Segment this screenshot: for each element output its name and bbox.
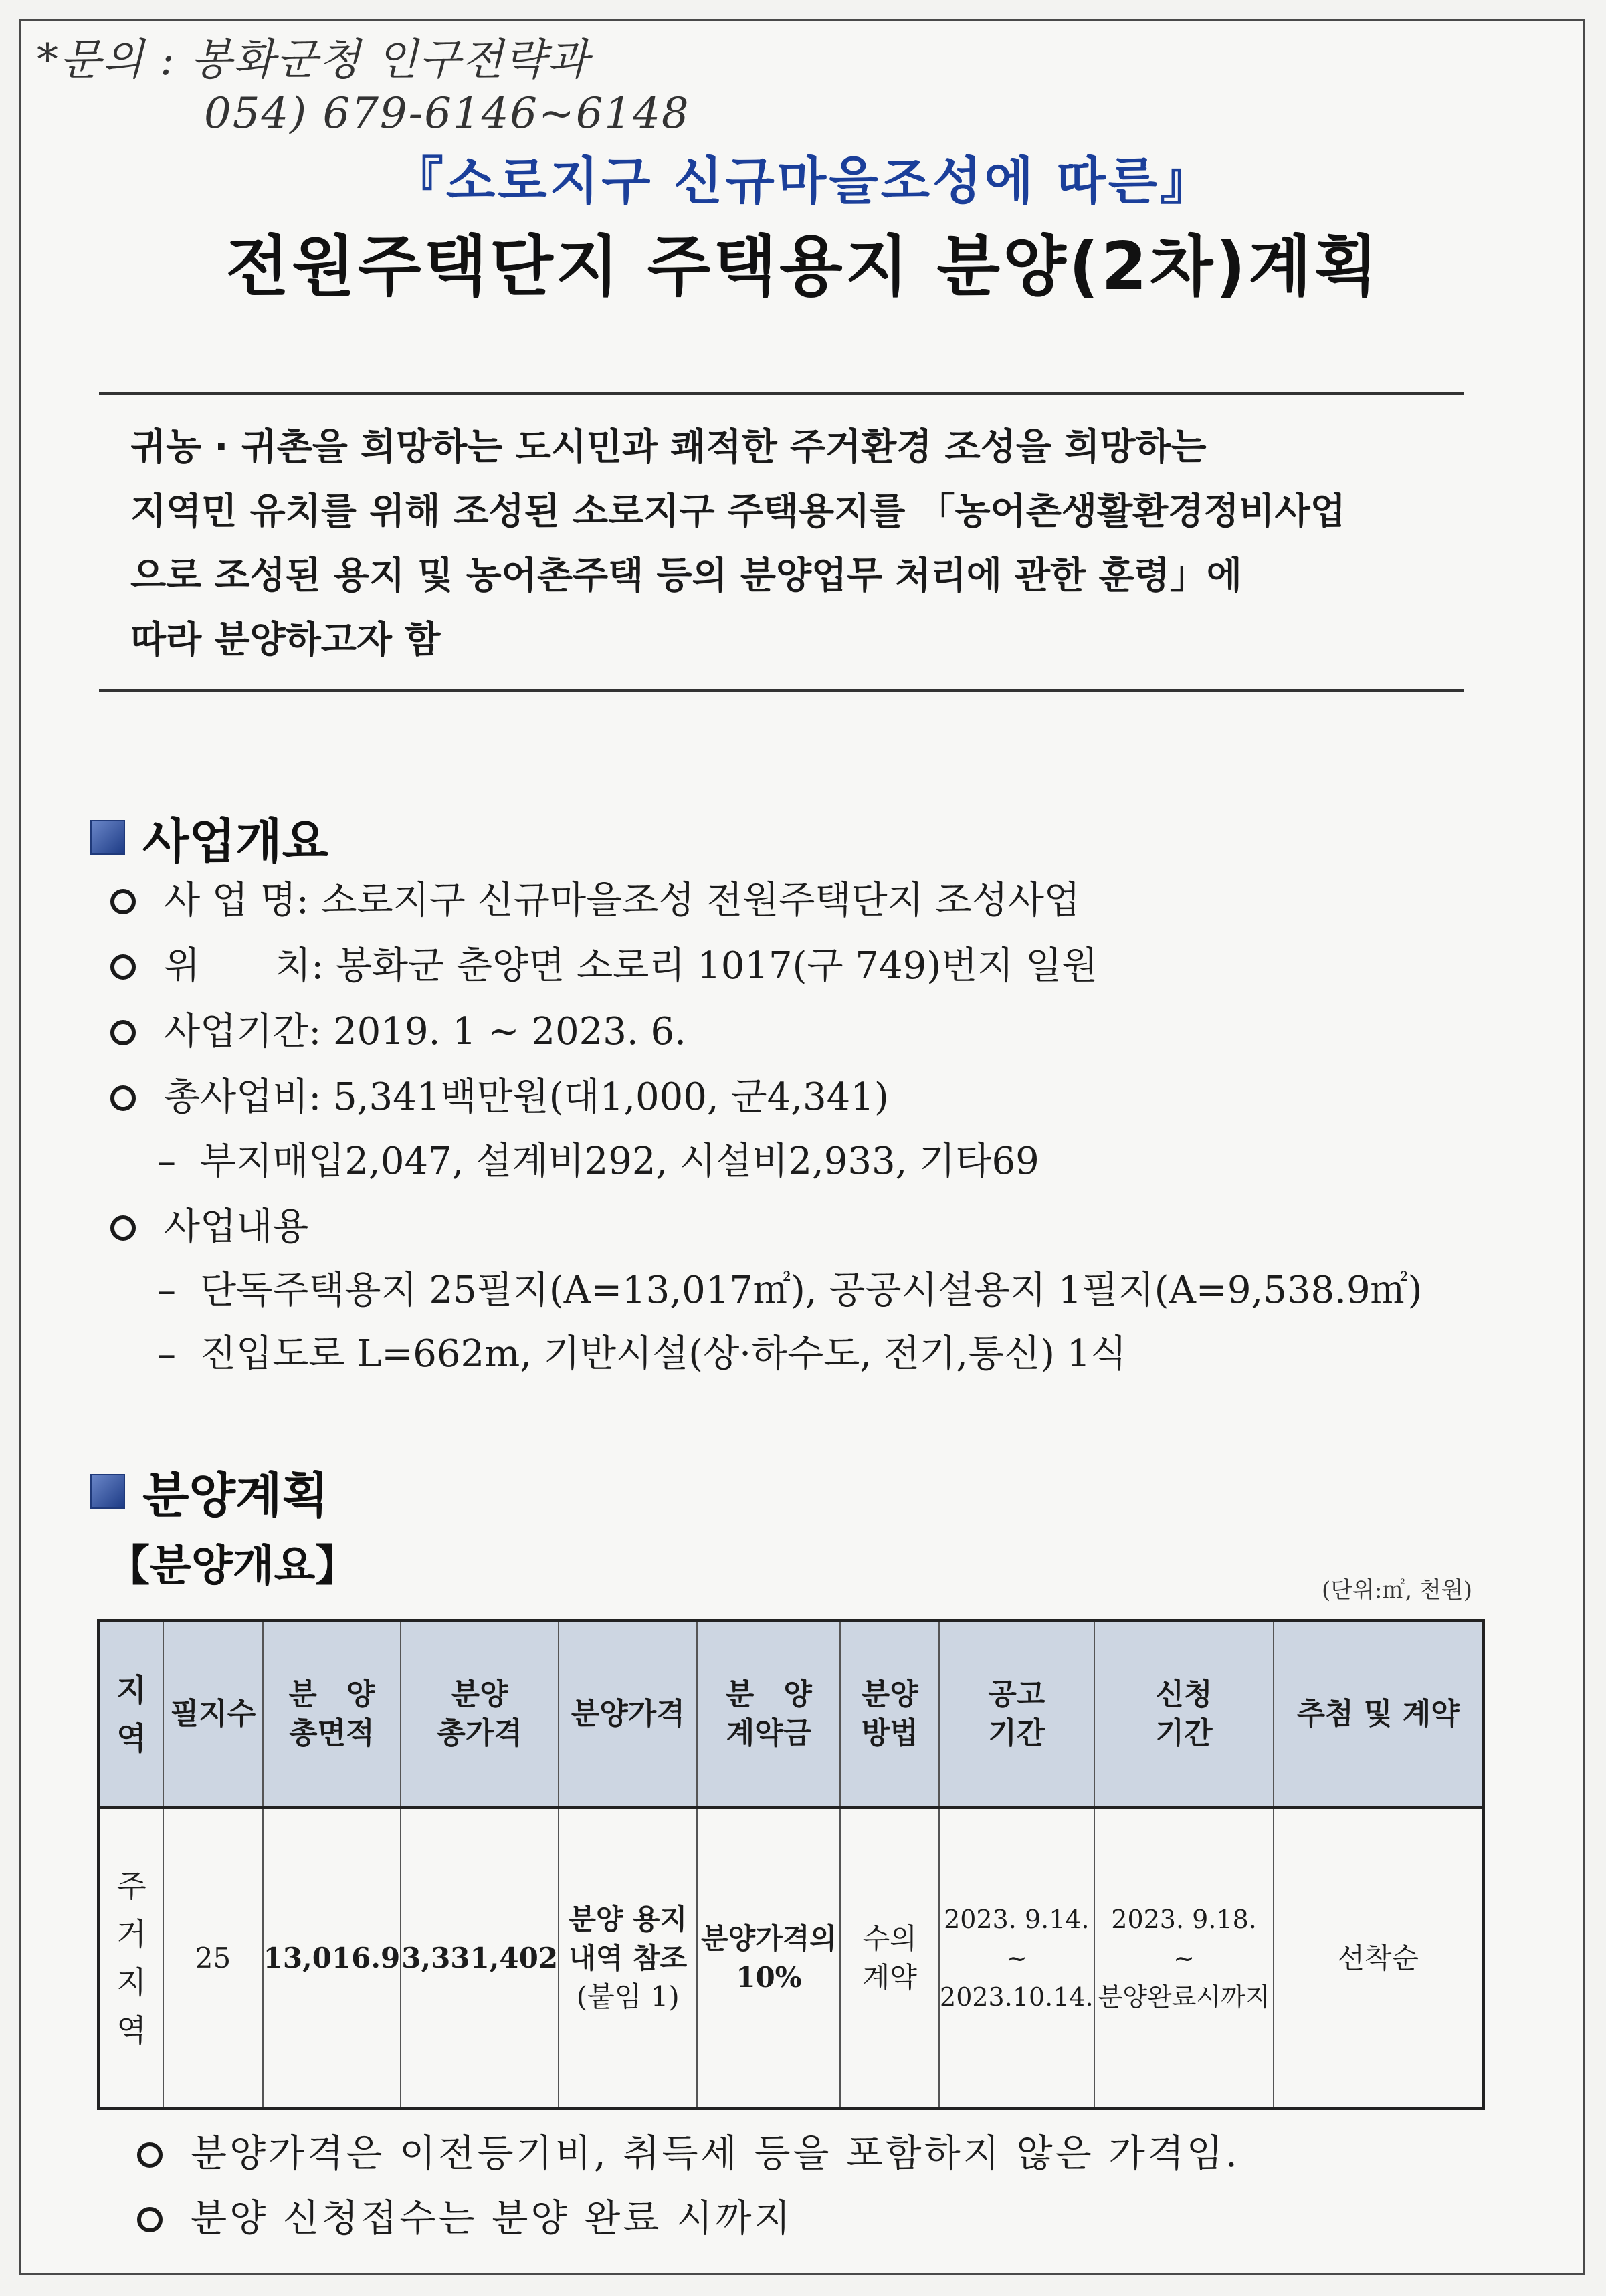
circle-bullet-icon: [137, 2142, 163, 2168]
intro-line: 귀농 · 귀촌을 희망하는 도시민과 쾌적한 주거환경 조성을 희망하는: [130, 425, 1207, 468]
unit-label: (단위:㎡, 천원): [1322, 1577, 1472, 1604]
header-deposit: 분 양 계약금: [697, 1621, 840, 1808]
section-heading-plan: [90, 1457, 328, 1526]
header-price: 분양가격: [559, 1621, 697, 1808]
overview-item-name: [110, 877, 1080, 924]
cell-apply-period: 2023. 9.18. ~ 분양완료시까지: [1094, 1808, 1274, 2109]
circle-bullet-icon: [110, 1215, 136, 1241]
section-heading-text: 분양계획: [142, 1467, 329, 1524]
overview-item-text: 총사업비: 5,341백만원(대1,000, 군4,341): [164, 1075, 889, 1119]
overview-item-location: [110, 943, 1098, 990]
intro-line: 따라 분양하고자 함: [130, 618, 441, 661]
intro-top-rule: [99, 392, 1464, 395]
note-text: 분양 신청접수는 분양 완료 시까지: [191, 2197, 793, 2240]
circle-bullet-icon: [110, 954, 136, 980]
cell-contract: 선착순: [1274, 1808, 1483, 2109]
handwritten-contact-note: [37, 33, 690, 140]
circle-bullet-icon: [137, 2207, 163, 2232]
section-heading-text: 사업개요: [142, 813, 329, 869]
cell-deposit: 분양가격의 10%: [697, 1808, 840, 2109]
overview-subitem-text: 부지매입2,047, 설계비292, 시설비2,933, 기타69: [200, 1140, 1039, 1183]
overview-subitem-text: 단독주택용지 25필지(A=13,017㎡), 공공시설용지 1필지(A=9,538.9㎡): [200, 1269, 1423, 1312]
intro-line: 으로 조성된 용지 및 농어촌주택 등의 분양업무 처리에 관한 훈령」에: [130, 554, 1242, 597]
header-notice-period: 공고 기간: [939, 1621, 1094, 1808]
cell-total-price: 3,331,402: [401, 1808, 559, 2109]
cell-price: 분양 용지 내역 참조 (붙임 1): [559, 1808, 697, 2109]
header-region: 지역: [99, 1621, 164, 1808]
handwritten-phone-line: 054) 679-6146~6148: [204, 89, 690, 138]
note-application: [137, 2196, 793, 2242]
intro-bottom-rule: [99, 689, 1464, 692]
circle-bullet-icon: [110, 889, 136, 914]
overview-item-period: [110, 1009, 686, 1055]
note-text: 분양가격은 이전등기비, 취득세 등을 포함하지 않은 가격임.: [191, 2132, 1240, 2176]
plan-subheading: 【분양개요】: [107, 1542, 359, 1591]
square-bullet-icon: [90, 1474, 125, 1509]
header-area: 분 양 총면적: [263, 1621, 401, 1808]
circle-bullet-icon: [110, 1085, 136, 1111]
circle-bullet-icon: [110, 1020, 136, 1045]
cell-lots: 25: [163, 1808, 262, 2109]
overview-subitem-text: 진입도로 L=662m, 기반시설(상·하수도, 전기,통신) 1식: [200, 1332, 1127, 1376]
overview-item-cost: [110, 1074, 889, 1121]
note-price: [137, 2131, 1240, 2178]
section-heading-overview: [90, 803, 328, 872]
handwritten-inquiry-line: *문의 : 봉화군청 인구전략과: [37, 35, 590, 85]
overview-item-text: 위 치: 봉화군 춘양면 소로리 1017(구 749)번지 일원: [164, 944, 1098, 988]
overview-subitem-cost-detail: – 부지매입2,047, 설계비292, 시설비2,933, 기타69: [157, 1140, 1039, 1183]
overview-subitem-lots: – 단독주택용지 25필지(A=13,017㎡), 공공시설용지 1필지(A=9,538.9㎡): [157, 1269, 1423, 1312]
overview-item-text: 사업기간: 2019. 1 ~ 2023. 6.: [164, 1010, 686, 1053]
square-bullet-icon: [90, 820, 125, 855]
sale-overview-table: [97, 1619, 1485, 2110]
cell-notice-period: 2023. 9.14. ~ 2023.10.14.: [939, 1808, 1094, 2109]
intro-line: 지역민 유치를 위해 조성된 소로지구 주택용지를 「농어촌생활환경정비사업: [130, 490, 1346, 532]
overview-item-text: 사 업 명: 소로지구 신규마을조성 전원주택단지 조성사업: [164, 879, 1080, 922]
cell-region: 주거지역: [99, 1808, 164, 2109]
header-total-price: 분양 총가격: [401, 1621, 559, 1808]
header-lots: 필지수: [163, 1621, 262, 1808]
cell-method: 수의 계약: [840, 1808, 939, 2109]
document-title: 전원주택단지 주택용지 분양(2차)계획: [225, 229, 1381, 305]
table-row: [99, 1808, 1484, 2109]
header-apply-period: 신청 기간: [1094, 1621, 1274, 1808]
cell-area: 13,016.9: [263, 1808, 401, 2109]
header-contract: 추첨 및 계약: [1274, 1621, 1483, 1808]
table-header-row: [99, 1621, 1484, 1808]
header-method: 분양 방법: [840, 1621, 939, 1808]
document-subtitle: 『소로지구 신규마을조성에 따른』: [392, 151, 1214, 211]
overview-item-text: 사업내용: [164, 1205, 309, 1249]
overview-item-content: [110, 1204, 308, 1251]
overview-subitem-infra: – 진입도로 L=662m, 기반시설(상·하수도, 전기,통신) 1식: [157, 1332, 1127, 1376]
intro-paragraph: [130, 415, 1441, 671]
